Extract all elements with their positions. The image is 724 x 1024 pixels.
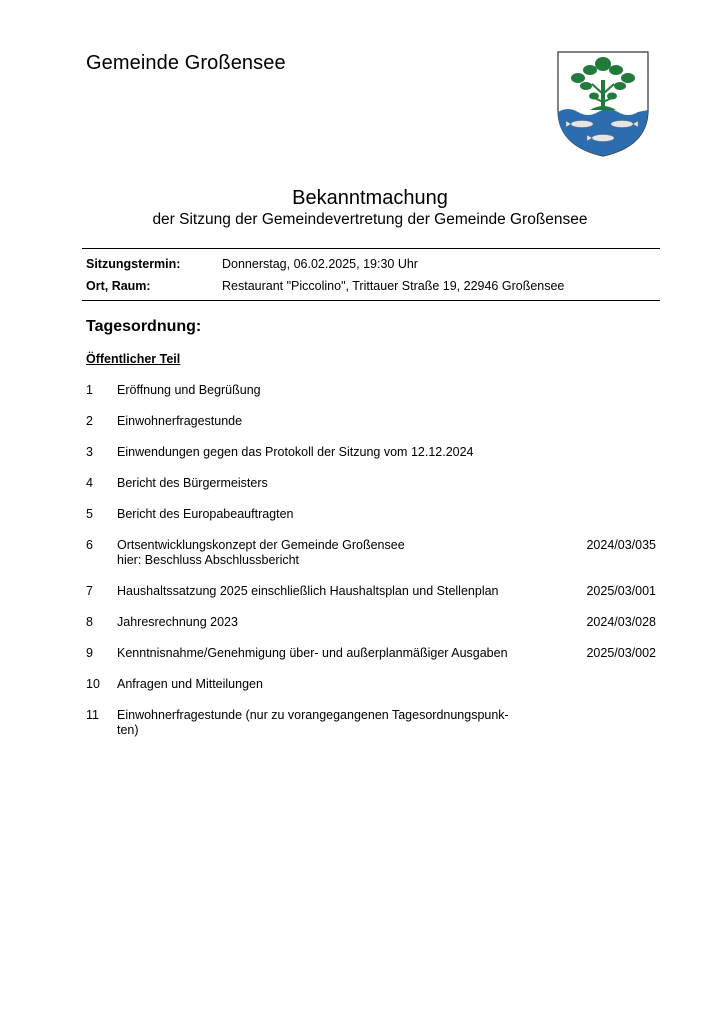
- agenda-item: [86, 414, 660, 429]
- agenda-item-number: 9: [86, 646, 93, 660]
- meeting-date-value: Donnerstag, 06.02.2025, 19:30 Uhr: [222, 257, 418, 271]
- agenda-item: [86, 476, 660, 491]
- agenda-item: [86, 383, 660, 398]
- agenda-item: [86, 584, 660, 599]
- agenda-item-line: Einwohnerfragestunde (nur zu vorangegangenen Tagesordnungspunk-: [117, 708, 509, 722]
- meeting-info-table: [82, 248, 660, 301]
- notice-subtitle: der Sitzung der Gemeindevertretung der Gemeinde Großensee: [152, 211, 588, 228]
- agenda-item-number: 3: [86, 445, 93, 459]
- agenda-item-line: hier: Beschluss Abschlussbericht: [117, 553, 300, 567]
- agenda-item-reference: 2025/03/002: [586, 646, 656, 660]
- agenda-item-line: Haushaltssatzung 2025 einschließlich Haushaltsplan und Stellenplan: [117, 584, 499, 598]
- agenda-item-number: 5: [86, 507, 93, 521]
- meeting-place-value: Restaurant "Piccolino", Trittauer Straße 19, 22946 Großensee: [222, 279, 565, 293]
- agenda-item-text: [117, 708, 547, 738]
- agenda-item-text: [117, 538, 547, 568]
- coat-of-arms-icon: [556, 50, 650, 158]
- agenda-item-reference: 2024/03/035: [586, 538, 656, 552]
- agenda-item-text: [117, 646, 547, 661]
- agenda-item-line: Ortsentwicklungskonzept der Gemeinde Großensee: [117, 538, 405, 552]
- agenda-item-number: 8: [86, 615, 93, 629]
- agenda-item-text: [117, 584, 547, 599]
- agenda-item-line: Einwendungen gegen das Protokoll der Sitzung vom 12.12.2024: [117, 445, 474, 459]
- agenda-item-line: ten): [117, 723, 139, 737]
- agenda-item-number: 1: [86, 383, 93, 397]
- agenda-item-number: 7: [86, 584, 93, 598]
- agenda-item-line: Einwohnerfragestunde: [117, 414, 243, 428]
- meeting-date-label: Sitzungstermin:: [86, 257, 181, 271]
- agenda-item-text: [117, 615, 547, 630]
- agenda-item-text: [117, 677, 547, 692]
- agenda-item-line: Anfragen und Mitteilungen: [117, 677, 263, 691]
- agenda-item: [86, 445, 660, 460]
- agenda-item-reference: [547, 708, 660, 738]
- agenda-item-text: [117, 507, 547, 522]
- agenda-item-reference: 2024/03/028: [586, 615, 656, 629]
- agenda-item: [86, 646, 660, 661]
- agenda-item-line: Jahresrechnung 2023: [117, 615, 238, 629]
- meeting-place-row: [82, 275, 660, 297]
- agenda-item: [86, 677, 660, 692]
- agenda-item: [86, 708, 660, 738]
- agenda-item-reference: [547, 383, 660, 398]
- agenda-item-reference: [547, 677, 660, 692]
- notice-title: Bekanntmachung: [292, 187, 448, 209]
- agenda-item-number: 10: [86, 677, 100, 691]
- agenda-item-number: 4: [86, 476, 93, 490]
- agenda-item-text: [117, 414, 547, 429]
- meeting-date-row: [82, 253, 660, 275]
- agenda-item-line: Eröffnung und Begrüßung: [117, 383, 261, 397]
- agenda-item-reference: 2025/03/001: [586, 584, 656, 598]
- agenda-title: Tagesordnung:: [86, 318, 202, 335]
- agenda-section-public: Öffentlicher Teil: [86, 352, 181, 366]
- municipality-name: Gemeinde Großensee: [86, 52, 286, 74]
- agenda-item-number: 2: [86, 414, 93, 428]
- agenda-item: [86, 615, 660, 630]
- agenda-item: [86, 538, 660, 568]
- meeting-place-label: Ort, Raum:: [86, 279, 151, 293]
- agenda-item-text: [117, 476, 547, 491]
- agenda-item-reference: [547, 445, 660, 460]
- agenda-item-line: Bericht des Bürgermeisters: [117, 476, 268, 490]
- agenda-item-line: Kenntnisnahme/Genehmigung über- und außerplanmäßiger Ausgaben: [117, 646, 508, 660]
- agenda-item-reference: [547, 476, 660, 491]
- agenda-item-line: Bericht des Europabeauftragten: [117, 507, 294, 521]
- agenda-item-number: 11: [86, 708, 99, 722]
- agenda-item-text: [117, 383, 547, 398]
- agenda-item-text: [117, 445, 547, 460]
- agenda-item-reference: [547, 507, 660, 522]
- agenda-item: [86, 507, 660, 522]
- agenda-item-reference: [547, 414, 660, 429]
- agenda-item-number: 6: [86, 538, 93, 552]
